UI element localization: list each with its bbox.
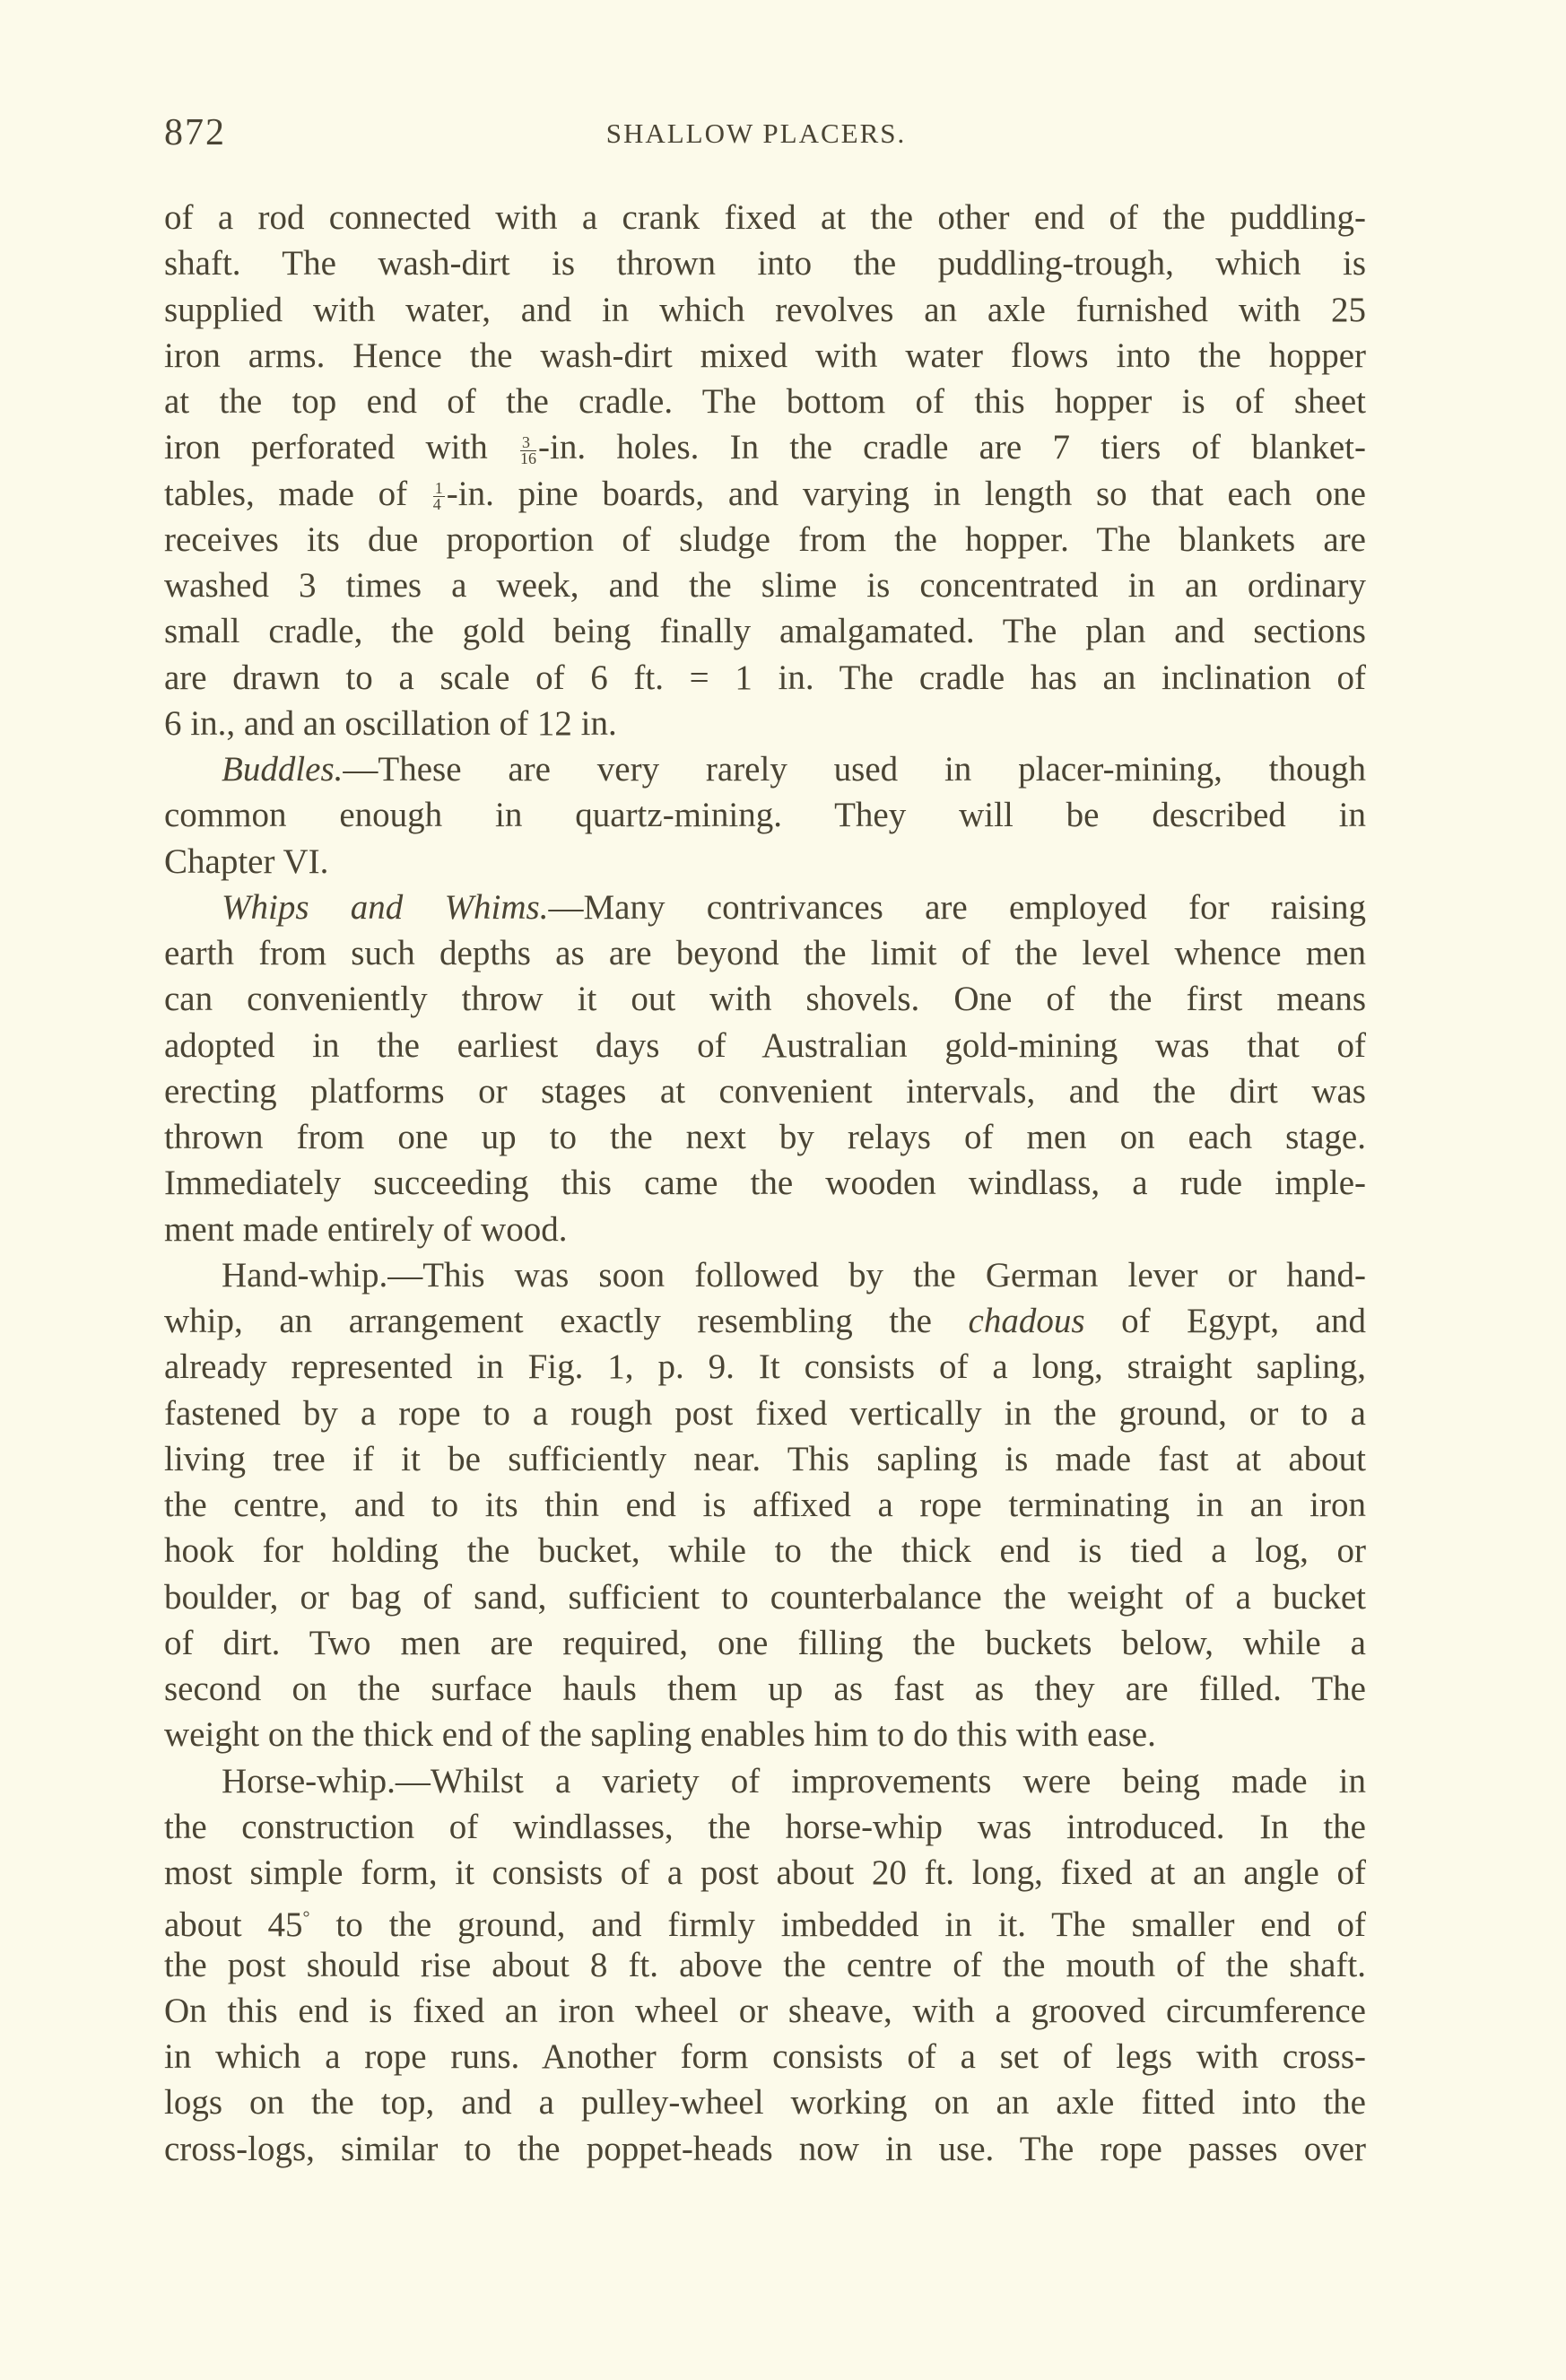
text-line (164, 701, 1366, 746)
text-line (164, 2126, 1366, 2172)
text-line (164, 1528, 1366, 1574)
italic-text: chadous (968, 1302, 1085, 1340)
degree-sign: ° (302, 1908, 310, 1929)
text-run: already represented in Fig. 1, p. 9. It consists of a long, straight sapling, (164, 1347, 1366, 1387)
page-number: 872 (164, 112, 226, 153)
text-run: of a rod connected with a crank fixed at the other end of the puddling- (164, 198, 1366, 237)
text-line (164, 195, 1366, 240)
text-line (164, 287, 1366, 333)
text-line (164, 1850, 1366, 1896)
text-run: can conveniently throw it out with shovels. One of the first means (164, 980, 1366, 1019)
text-line (164, 379, 1366, 424)
fraction-denominator: 16 (520, 449, 537, 467)
text-line (164, 930, 1366, 976)
text-line (164, 1252, 1366, 1298)
text-run: Horse-whip.—Whilst a variety of improvements were being made in (222, 1761, 1366, 1800)
text-run: living tree if it be sufficiently near. This sapling is made fast at about (164, 1439, 1366, 1478)
text-run: ment made entirely of wood. (164, 1209, 568, 1249)
text-line (164, 792, 1366, 838)
text-run: logs on the top, and a pulley-wheel working on an axle fitted into the (164, 2083, 1366, 2123)
text-run: Chapter VI. (164, 841, 329, 881)
text-line (164, 1712, 1366, 1757)
text-run: fastened by a rope to a rough post fixed vertically in the ground, or to a (164, 1393, 1366, 1433)
text-run: in which a rope runs. Another form consists of a set of legs with cross- (164, 2037, 1366, 2076)
text-run: Immediately succeeding this came the wooden windlass, a rude imple- (164, 1164, 1366, 1203)
text-run: Hand-whip.—This was soon followed by the German lever or hand- (222, 1255, 1366, 1295)
text-run: iron perforated with (164, 428, 519, 467)
text-run: most simple form, it consists of a post about 20 ft. long, fixed at an angle of (164, 1853, 1366, 1892)
text-run: common enough in quartz-mining. They will be described in (164, 796, 1366, 835)
text-run: shaft. The wash-dirt is thrown into the puddling-trough, which is (164, 244, 1366, 283)
text-run: —These are very rarely used in placer-mining, though (343, 750, 1366, 789)
fraction (520, 432, 537, 467)
italic-text: Whips and Whims. (222, 887, 549, 927)
text-run: small cradle, the gold being finally amalgamated. The plan and sections (164, 612, 1366, 651)
text-line (164, 562, 1366, 608)
text-run: On this end is fixed an iron wheel or sheave, with a grooved circumference (164, 1991, 1366, 2030)
text-line (164, 1482, 1366, 1528)
text-line (164, 1804, 1366, 1850)
fraction-denominator: 4 (432, 495, 441, 514)
fraction-numerator: 3 (520, 435, 536, 451)
text-run: hook for holding the bucket, while to the thick end is tied a log, or (164, 1531, 1366, 1571)
text-line (164, 1344, 1366, 1390)
text-run: of dirt. Two men are required, one filling the buckets below, while a (164, 1623, 1366, 1662)
text-line (164, 240, 1366, 286)
text-run: -in. holes. In the cradle are 7 tiers of blanket- (538, 428, 1366, 467)
text-run: at the top end of the cradle. The bottom of this hopper is of sheet (164, 382, 1366, 421)
text-line (164, 1942, 1366, 1988)
text-line (164, 1298, 1366, 1344)
text-line (164, 1114, 1366, 1160)
text-line (164, 608, 1366, 654)
text-line (164, 976, 1366, 1022)
text-line (164, 839, 1366, 885)
text-run: supplied with water, and in which revolves an axle furnished with 25 (164, 290, 1366, 329)
text-line (164, 424, 1366, 470)
text-run: earth from such depths as are beyond the limit of the level whence men (164, 934, 1366, 972)
running-title: SHALLOW PLACERS. (605, 118, 907, 149)
text-line (164, 1758, 1366, 1804)
text-run: iron arms. Hence the wash-dirt mixed with water flows into the hopper (164, 336, 1366, 375)
text-run: —Many contrivances are employed for raising (548, 887, 1366, 927)
text-run: are drawn to a scale of 6 ft. = 1 in. The cradle has an inclination of (164, 658, 1366, 697)
text-run: washed 3 times a week, and the slime is concentrated in an ordinary (164, 566, 1366, 605)
text-line (164, 746, 1366, 792)
text-line (164, 1207, 1366, 1252)
text-run: to the ground, and firmly imbedded in it. The smaller end of (309, 1905, 1366, 1945)
text-line (164, 1023, 1366, 1068)
text-line (164, 333, 1366, 379)
text-run: the post should rise about 8 ft. above the centre of the mouth of the shaft. (164, 1945, 1366, 1984)
text-line (164, 1068, 1366, 1114)
fraction (433, 481, 445, 512)
text-run: 6 in., and an oscillation of 12 in. (164, 703, 617, 743)
text-run: of Egypt, and (1084, 1302, 1366, 1340)
text-line (164, 1436, 1366, 1482)
text-run: the construction of windlasses, the horse-whip was introduced. In the (164, 1807, 1366, 1846)
text-line (164, 1391, 1366, 1436)
text-line (164, 1988, 1366, 2034)
text-line (164, 1620, 1366, 1666)
text-run: cross-logs, similar to the poppet-heads now in use. The rope passes over (164, 2129, 1366, 2168)
text-run: -in. pine boards, and varying in length so that each one (446, 474, 1366, 513)
text-line (164, 1896, 1366, 1945)
running-head (0, 118, 1566, 150)
text-run: boulder, or bag of sand, sufficient to counterbalance the weight of a bucket (164, 1577, 1366, 1617)
text-run: weight on the thick end of the sapling enables him to do this with ease. (164, 1715, 1156, 1755)
text-run: receives its due proportion of sludge from the hopper. The blankets are (164, 519, 1366, 559)
text-run: the centre, and to its thin end is affixed a rope terminating in an iron (164, 1486, 1366, 1524)
text-run: erecting platforms or stages at convenient intervals, and the dirt was (164, 1071, 1366, 1111)
text-run: about 45 (164, 1905, 303, 1945)
text-run: adopted in the earliest days of Australian gold-mining was that of (164, 1025, 1366, 1065)
text-run: whip, an arrangement exactly resembling the (164, 1302, 969, 1340)
text-run: thrown from one up to the next by relays of men on each stage. (164, 1118, 1366, 1156)
text-line (164, 471, 1366, 517)
text-run: tables, made of (164, 474, 431, 513)
text-line (164, 517, 1366, 562)
text-line (164, 1574, 1366, 1620)
fraction-numerator: 1 (434, 479, 443, 498)
text-line (164, 1160, 1366, 1206)
text-line (164, 2034, 1366, 2079)
italic-text: Buddles. (222, 750, 344, 789)
text-line (164, 2079, 1366, 2125)
text-line (164, 655, 1366, 701)
text-line (164, 885, 1366, 930)
text-run: second on the surface hauls them up as fast as they are filled. The (164, 1669, 1366, 1708)
text-line (164, 1666, 1366, 1712)
